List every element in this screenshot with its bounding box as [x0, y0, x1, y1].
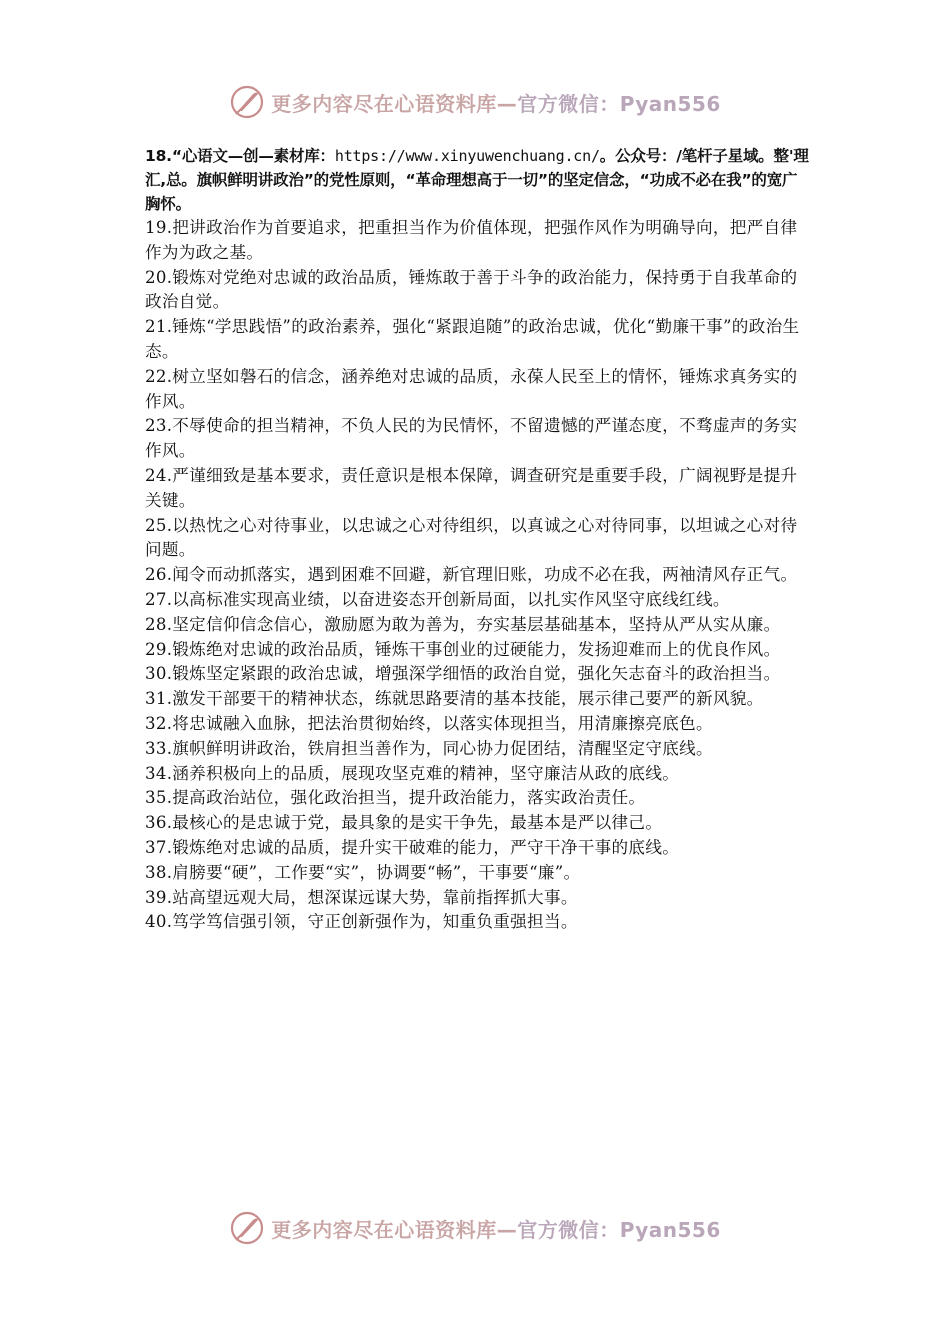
list-item: 20.锻炼对党绝对忠诚的政治品质，锤炼敢于善于斗争的政治能力，保持勇于自我革命的政治自觉。	[145, 267, 798, 312]
list-item: 32.将忠诚融入血脉，把法治贯彻始终，以落实体现担当，用清廉擦亮底色。	[145, 713, 713, 733]
list-item: 39.站高望远观大局，想深谋远谋大势，靠前指挥抓大事。	[145, 887, 578, 907]
intro-url: https://www.xinyuwenchuang.cn/	[334, 147, 600, 165]
list-item: 29.锻炼绝对忠诚的政治品质，锤炼干事创业的过硬能力，发扬迎难而上的优良作风。	[145, 639, 781, 659]
list-item: 35.提高政治站位，强化政治担当，提升政治能力，落实政治责任。	[145, 788, 646, 808]
wechat-text: 官方微信：Pyan556	[517, 91, 721, 116]
footer-banner-text	[271, 1214, 721, 1243]
quill-pen-logo-icon	[229, 84, 265, 120]
list-item: 31.激发干部要干的精神状态，练就思路要清的基本技能，展示律己要严的新风貌。	[145, 689, 764, 709]
list-item: 37.锻炼绝对忠诚的品质，提升实干破难的能力，严守干净干事的底线。	[145, 837, 680, 857]
list-item: 22.树立坚如磐石的信念，涵养绝对忠诚的品质，永葆人民至上的情怀，锤炼求真务实的作风。	[145, 366, 798, 411]
wechat-text: 官方微信：Pyan556	[517, 1217, 721, 1242]
brand-text: 更多内容尽在心语资料库—	[271, 91, 518, 116]
intro-paragraph	[145, 144, 810, 216]
brand-text: 更多内容尽在心语资料库—	[271, 1217, 518, 1242]
intro-suffix: 。公众号：/笔杆子星域。整'理汇,总。旗帜鲜明讲政治”的党性原则，“革命理想高于一切”的坚定信念，“功成不必在我”的宽广胸怀。	[145, 147, 809, 213]
intro-prefix: “心语文—创—素材库：	[171, 147, 335, 165]
list-item: 34.涵养积极向上的品质，展现攻坚克难的精神，坚守廉洁从政的底线。	[145, 763, 680, 783]
document-body	[145, 144, 810, 935]
list-item: 40.笃学笃信强引领，守正创新强作为，知重负重强担当。	[145, 912, 578, 932]
list-item: 26.闻令而动抓落实，遇到困难不回避，新官理旧账，功成不必在我，两袖清风存正气。	[145, 565, 798, 585]
header-banner	[0, 82, 950, 122]
list-item: 36.最核心的是忠诚于党，最具象的是实干争先，最基本是严以律己。	[145, 813, 663, 833]
list-item: 19.把讲政治作为首要追求，把重担当作为价值体现，把强作风作为明确导向，把严自律作为为政之基。	[145, 218, 798, 262]
list-item: 27.以高标准实现高业绩，以奋进姿态开创新局面，以扎实作风坚守底线红线。	[145, 589, 730, 609]
list-item: 23.不辱使命的担当精神，不负人民的为民情怀，不留遗憾的严谨态度，不骛虚声的务实作风。	[145, 416, 798, 461]
header-banner-text	[271, 88, 721, 117]
list-item: 25.以热忱之心对待事业，以忠诚之心对待组织，以真诚之心对待同事，以坦诚之心对待问题。	[145, 515, 798, 560]
list-item: 21.锤炼“学思践悟”的政治素养，强化“紧跟追随”的政治忠诚，优化“勤廉干事”的政治生态。	[145, 317, 800, 361]
intro-number: 18.	[145, 147, 172, 165]
quill-pen-logo-icon	[229, 1210, 265, 1246]
list-item: 30.锻炼坚定紧跟的政治忠诚，增强深学细悟的政治自觉，强化矢志奋斗的政治担当。	[145, 664, 781, 684]
list-item: 33.旗帜鲜明讲政治，铁肩担当善作为，同心协力促团结，清醒坚定守底线。	[145, 738, 713, 758]
footer-banner	[0, 1208, 950, 1248]
list-item: 24.严谨细致是基本要求，责任意识是根本保障，调查研究是重要手段，广阔视野是提升关键。	[145, 465, 798, 510]
list-item: 28.坚定信仰信念信心，激励愿为敢为善为，夯实基层基础基本，坚持从严从实从廉。	[145, 614, 781, 634]
list-item: 38.肩膀要“硬”，工作要“实”，协调要“畅”，干事要“廉”。	[145, 862, 581, 882]
